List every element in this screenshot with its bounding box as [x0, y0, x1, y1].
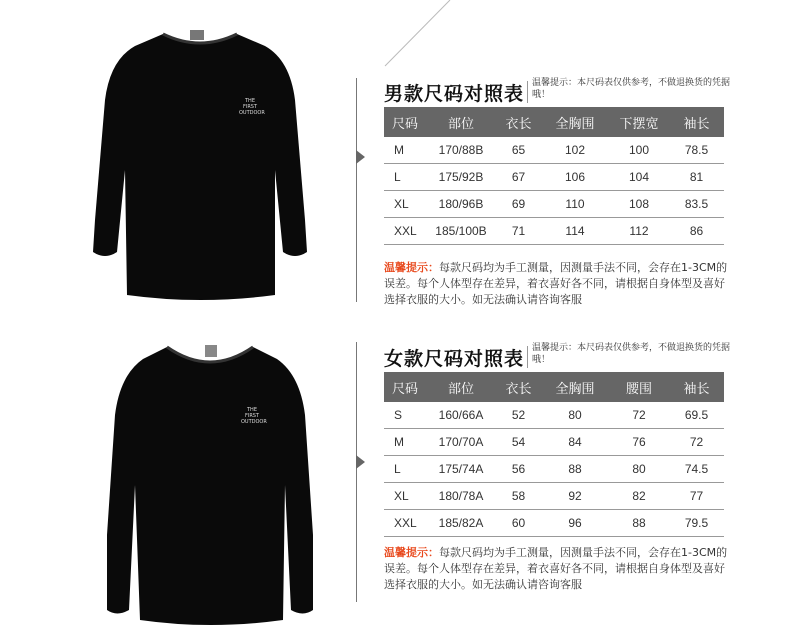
body-cell: 185/82A: [426, 510, 496, 537]
size-cell: XXL: [384, 510, 426, 537]
sleeve-cell: 78.5: [669, 137, 724, 164]
length-cell: 54: [496, 429, 541, 456]
women-shirt-logo: THE FIRST OUTDOOR: [241, 407, 267, 425]
men-tip-text: 每款尺码均为手工测量，因测量手法不同，会存在1-3CM的误差。每个人体型存在差异，着衣喜好各不同，请根据自身体型及喜好选择衣服的大小。如无法确认请咨询客服: [384, 261, 728, 306]
waist-cell: 80: [609, 456, 669, 483]
size-cell: L: [384, 164, 426, 191]
table-header-row: [384, 372, 724, 402]
women-shirt-image: [95, 335, 325, 625]
header-cell: 袖长: [669, 372, 724, 402]
chest-cell: 110: [541, 191, 609, 218]
body-cell: 170/70A: [426, 429, 496, 456]
women-title-row: [384, 342, 731, 372]
body-cell: 170/88B: [426, 137, 496, 164]
header-cell: 尺码: [384, 372, 426, 402]
size-cell: XL: [384, 191, 426, 218]
body-cell: 160/66A: [426, 402, 496, 429]
body-cell: 175/74A: [426, 456, 496, 483]
header-cell: 全胸围: [541, 107, 609, 137]
women-size-section: [356, 342, 731, 602]
header-cell: 袖长: [669, 107, 724, 137]
table-row: [384, 429, 724, 456]
men-shirt-image: [85, 20, 315, 300]
men-chart-title: 男款尺码对照表: [384, 83, 525, 105]
header-cell: 部位: [426, 372, 496, 402]
men-tip-label: 温馨提示：: [384, 261, 439, 274]
body-cell: 180/78A: [426, 483, 496, 510]
size-cell: M: [384, 429, 426, 456]
body-cell: 180/96B: [426, 191, 496, 218]
men-size-section: [356, 77, 731, 307]
length-cell: 52: [496, 402, 541, 429]
table-row: [384, 218, 724, 245]
header-cell: 衣长: [496, 372, 541, 402]
women-size-table: [384, 372, 724, 537]
header-cell: 全胸围: [541, 372, 609, 402]
women-size-tip: [384, 545, 729, 593]
sleeve-cell: 72: [669, 429, 724, 456]
length-cell: 65: [496, 137, 541, 164]
header-cell: 部位: [426, 107, 496, 137]
size-cell: XL: [384, 483, 426, 510]
hem-cell: 100: [609, 137, 669, 164]
header-cell: 腰围: [609, 372, 669, 402]
hem-cell: 108: [609, 191, 669, 218]
table-row: [384, 164, 724, 191]
body-cell: 175/92B: [426, 164, 496, 191]
men-chart-note: 温馨提示：本尺码表仅供参考，不做退换货的凭据哦！: [532, 78, 731, 100]
women-chart-note: 温馨提示：本尺码表仅供参考，不做退换货的凭据哦！: [532, 343, 731, 365]
header-cell: 尺码: [384, 107, 426, 137]
length-cell: 56: [496, 456, 541, 483]
chest-cell: 88: [541, 456, 609, 483]
table-row: [384, 191, 724, 218]
waist-cell: 82: [609, 483, 669, 510]
table-row: [384, 402, 724, 429]
table-header-row: [384, 107, 724, 137]
size-cell: M: [384, 137, 426, 164]
men-size-table: [384, 107, 724, 245]
size-cell: L: [384, 456, 426, 483]
sleeve-cell: 79.5: [669, 510, 724, 537]
women-title-separator: [527, 346, 528, 368]
header-cell: 下摆宽: [609, 107, 669, 137]
sleeve-cell: 81: [669, 164, 724, 191]
chest-cell: 84: [541, 429, 609, 456]
body-cell: 185/100B: [426, 218, 496, 245]
waist-cell: 76: [609, 429, 669, 456]
table-row: [384, 456, 724, 483]
hem-cell: 104: [609, 164, 669, 191]
sleeve-cell: 69.5: [669, 402, 724, 429]
hem-cell: 112: [609, 218, 669, 245]
chest-cell: 102: [541, 137, 609, 164]
chest-cell: 114: [541, 218, 609, 245]
length-cell: 60: [496, 510, 541, 537]
women-tip-label: 温馨提示：: [384, 546, 439, 559]
chest-cell: 92: [541, 483, 609, 510]
length-cell: 67: [496, 164, 541, 191]
table-row: [384, 137, 724, 164]
men-shirt-logo: THE FIRST OUTDOOR: [239, 98, 265, 116]
sleeve-cell: 83.5: [669, 191, 724, 218]
size-cell: XXL: [384, 218, 426, 245]
waist-cell: 72: [609, 402, 669, 429]
size-cell: S: [384, 402, 426, 429]
men-title-separator: [527, 81, 528, 103]
women-chart-title: 女款尺码对照表: [384, 348, 525, 370]
chest-cell: 80: [541, 402, 609, 429]
men-size-tip: [384, 260, 729, 308]
table-row: [384, 483, 724, 510]
chest-cell: 106: [541, 164, 609, 191]
sleeve-cell: 77: [669, 483, 724, 510]
table-row: [384, 510, 724, 537]
length-cell: 71: [496, 218, 541, 245]
men-title-row: [384, 77, 731, 107]
chest-cell: 96: [541, 510, 609, 537]
waist-cell: 88: [609, 510, 669, 537]
sleeve-cell: 74.5: [669, 456, 724, 483]
sleeve-cell: 86: [669, 218, 724, 245]
header-cell: 衣长: [496, 107, 541, 137]
length-cell: 69: [496, 191, 541, 218]
length-cell: 58: [496, 483, 541, 510]
women-tip-text: 每款尺码均为手工测量，因测量手法不同，会存在1-3CM的误差。每个人体型存在差异，着衣喜好各不同，请根据自身体型及喜好选择衣服的大小。如无法确认请咨询客服: [384, 546, 728, 591]
